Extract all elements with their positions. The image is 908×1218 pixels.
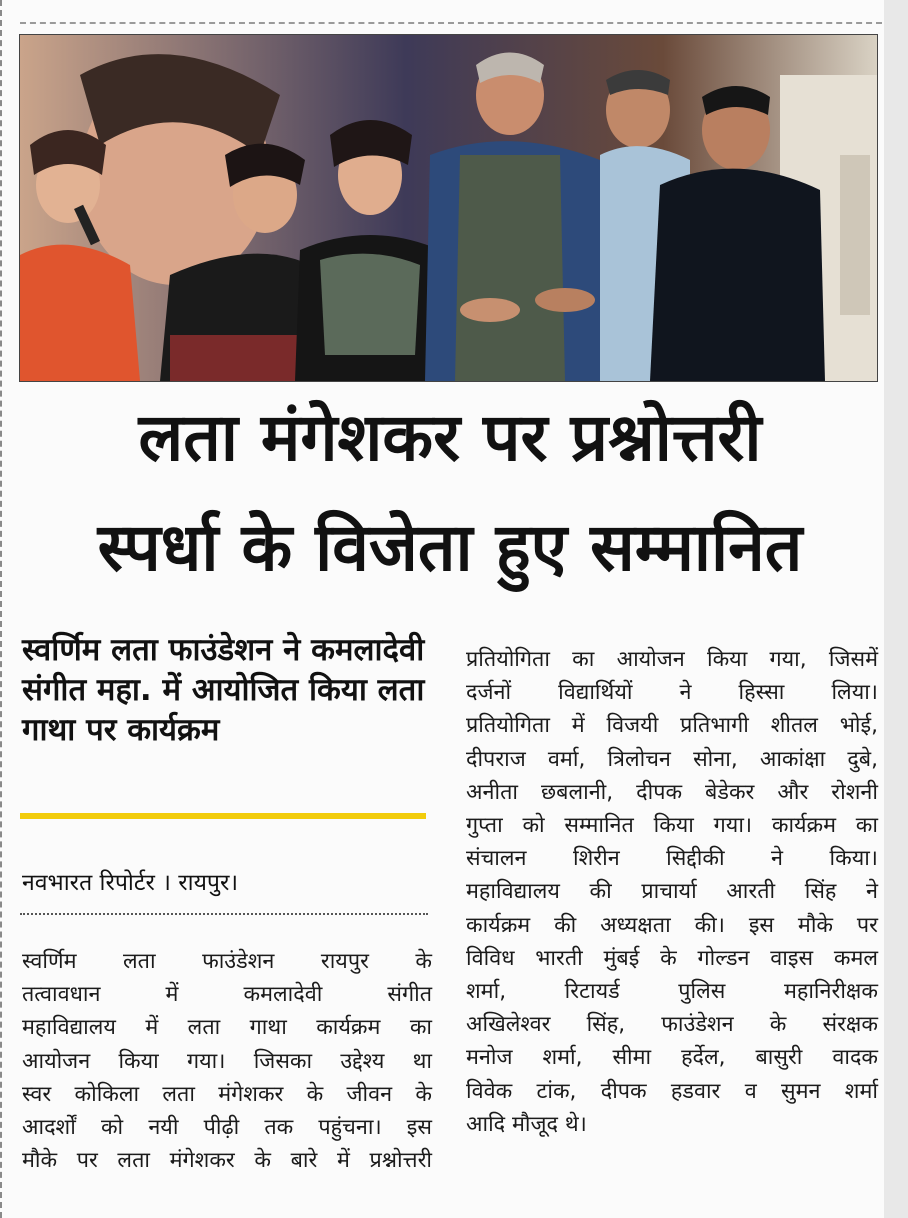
body-line: तत्वावधान में कमलादेवी संगीत: [22, 982, 432, 1008]
page-top-dashed-edge: [20, 22, 882, 24]
body-line: शर्मा, रिटायर्ड पुलिस महानिरीक्षक: [466, 979, 878, 1005]
body-line: महाविद्यालय में लता गाथा कार्यक्रम का: [22, 1015, 432, 1041]
body-line: गुप्ता को सम्मानित किया गया। कार्यक्रम का: [466, 813, 878, 839]
body-line: मौके पर लता मंगेशकर के बारे में प्रश्नोत्तरी: [22, 1148, 432, 1174]
body-line: दर्जनों विद्यार्थियों ने हिस्सा लिया।: [466, 680, 878, 706]
page-left-dashed-edge: [0, 0, 5, 1218]
body-line: महाविद्यालय की प्राचार्या आरती सिंह ने: [466, 879, 878, 905]
subheadline: स्वर्णिम लता फाउंडेशन ने कमलादेवी संगीत महा. में आयोजित किया लता गाथा पर कार्यक्रम: [22, 632, 425, 748]
page-right-margin: [884, 0, 908, 1218]
body-line: स्वर कोकिला लता मंगेशकर के जीवन के: [22, 1081, 432, 1107]
headline-line-1: लता मंगेशकर पर प्रश्नोत्तरी: [138, 399, 762, 476]
body-line: अनीता छबलानी, दीपक बेडेकर और रोशनी: [466, 779, 878, 805]
body-line: अखिलेश्वर सिंह, फाउंडेशन के संरक्षक: [466, 1012, 878, 1038]
body-line: स्वर्णिम लता फाउंडेशन रायपुर के: [22, 949, 432, 974]
body-line: प्रतियोगिता का आयोजन किया गया, जिसमें: [466, 647, 878, 672]
body-line: विविध भारती मुंबई के गोल्डन वाइस कमल: [466, 945, 878, 971]
headline-line-2: स्पर्धा के विजेता हुए सम्मानित: [97, 509, 803, 586]
body-column-left: [22, 945, 432, 1177]
body-line: मनोज शर्मा, सीमा हर्देल, बासुरी वादक: [466, 1045, 878, 1071]
body-line: दीपराज वर्मा, त्रिलोचन सोना, आकांक्षा दुबे,: [466, 746, 878, 772]
headline: [20, 399, 880, 586]
dotted-divider: [20, 913, 428, 915]
body-line: प्रतियोगिता में विजयी प्रतिभागी शीतल भोई,: [466, 713, 878, 739]
body-line: आयोजन किया गया। जिसका उद्देश्य था: [22, 1048, 432, 1074]
body-line: कार्यक्रम की अध्यक्षता की। इस मौके पर: [466, 912, 878, 938]
body-line: आदर्शों को नयी पीढ़ी तक पहुंचना। इस: [22, 1115, 432, 1141]
body-line: विवेक टांक, दीपक हडवार व सुमन शर्मा: [466, 1078, 878, 1104]
body-column-right: [466, 643, 878, 1141]
yellow-divider: [20, 813, 426, 819]
byline: नवभारत रिपोर्टर । रायपुर।: [22, 870, 239, 896]
body-line: आदि मौजूद थे।: [466, 1111, 587, 1137]
body-line: संचालन शिरीन सिद्दीकी ने किया।: [466, 846, 878, 872]
news-photo-award-ceremony: [19, 34, 878, 382]
